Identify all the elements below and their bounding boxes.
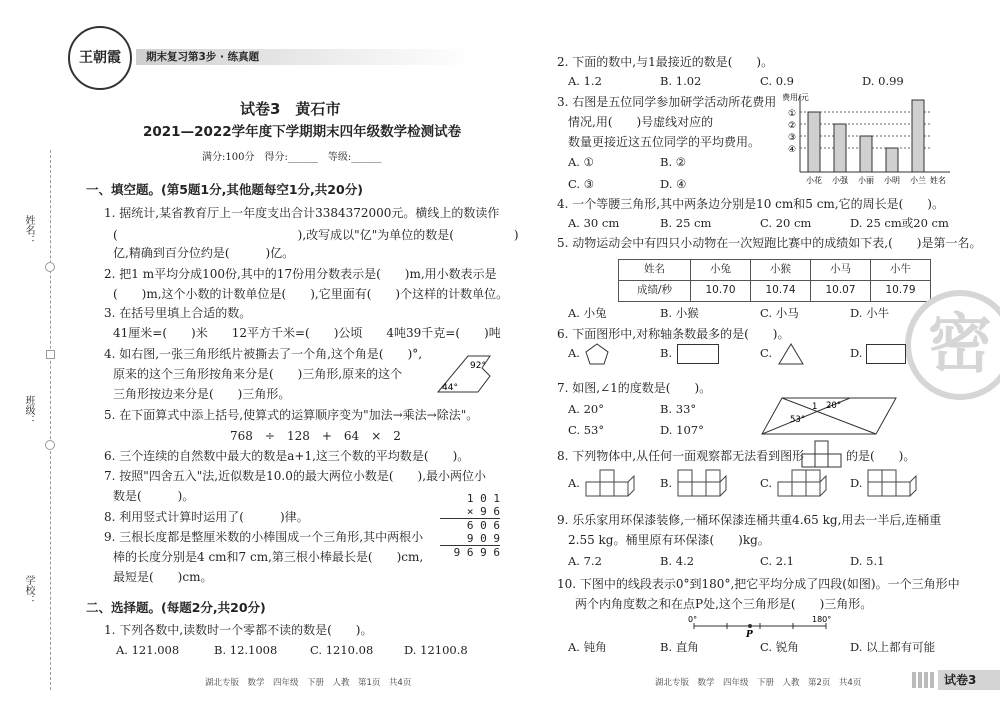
line-label: P xyxy=(746,630,753,638)
c7-option[interactable]: D. 107° xyxy=(660,423,704,437)
q4: 4. 如右图,一张三角形纸片被撕去了一个角,这个角是( )°, xyxy=(104,347,423,361)
c10: 两个内角度数之和在点P处,这个三角形是( )三角形。 xyxy=(575,597,873,611)
line-label: 180° xyxy=(812,615,832,624)
bar xyxy=(808,112,820,172)
c4-option[interactable]: A. 30 cm xyxy=(568,216,620,230)
calc-row: 6 0 6 xyxy=(466,519,500,532)
tick-label: 小花 xyxy=(806,176,822,185)
binding-box xyxy=(46,350,55,359)
c10-option[interactable]: A. 钝角 xyxy=(568,640,607,654)
binding-circle xyxy=(45,440,55,450)
cube-stack-icon xyxy=(866,468,926,502)
table-cell: 10.70 xyxy=(691,281,751,302)
q1: 1. 据统计,某省教育厅上一年度支出合计3384372000元。横线上的数读作 xyxy=(104,206,500,220)
brand-logo-text: 王朝霞 xyxy=(79,49,121,66)
c8-option[interactable]: A. xyxy=(568,476,580,490)
cube-stack-icon xyxy=(584,468,636,502)
c3: 3. 右图是五位同学参加研学活动所花费用 xyxy=(557,95,777,109)
c4-option[interactable]: C. 20 cm xyxy=(760,216,812,230)
tick-label: 小丽 xyxy=(858,176,874,185)
q9: 最短是( )cm。 xyxy=(113,570,213,584)
c7-option[interactable]: A. 20° xyxy=(568,402,604,416)
c5-option[interactable]: B. 小猴 xyxy=(660,306,699,320)
guide-label: ① xyxy=(788,109,797,119)
score-line: 满分:100分 得分:______ 等级:______ xyxy=(202,152,382,163)
q3: 41厘米=( )米 12平方千米=( )公顷 4吨39千克=( )吨 xyxy=(113,326,501,340)
bar xyxy=(860,136,872,172)
binding-circle xyxy=(45,262,55,272)
table-cell: 姓名 xyxy=(619,260,691,281)
c3-option[interactable]: D. ④ xyxy=(660,177,687,191)
table-cell: 小马 xyxy=(811,260,871,281)
q9: 9. 三根长度都是整厘米数的小棒围成一个三角形,其中两根小 xyxy=(104,530,424,544)
c6-option[interactable]: B. xyxy=(660,346,673,360)
angle-label: 1 xyxy=(812,402,818,412)
seal-watermark: 密 xyxy=(905,290,1000,400)
y-axis-label: 费用/元 xyxy=(782,93,809,102)
angle-label: 53° xyxy=(790,415,806,425)
torn-triangle-figure xyxy=(430,350,510,395)
table-cell: 成绩/秒 xyxy=(619,281,691,302)
binding-class: 班级： xyxy=(23,395,34,425)
c10-option[interactable]: B. 直角 xyxy=(660,640,699,654)
c2-option[interactable]: B. 1.02 xyxy=(660,74,702,88)
calc-row: 1 0 1 xyxy=(466,492,500,505)
q6: 6. 三个连续的自然数中最大的数是a+1,这三个数的平均数是( )。 xyxy=(104,449,470,463)
table-cell: 小猴 xyxy=(751,260,811,281)
guide-label: ④ xyxy=(788,145,797,155)
view-shape-icon xyxy=(800,440,844,468)
c5-option[interactable]: A. 小兔 xyxy=(568,306,607,320)
q4: 三角形按边来分是( )三角形。 xyxy=(113,387,291,401)
c2-option[interactable]: D. 0.99 xyxy=(862,74,904,88)
c7-option[interactable]: B. 33° xyxy=(660,402,697,416)
c8-option[interactable]: C. xyxy=(760,476,773,490)
c9: 2.55 kg。桶里原有环保漆( )kg。 xyxy=(568,533,770,547)
tick-label: 小强 xyxy=(832,176,848,185)
cube-stack-icon xyxy=(676,468,736,502)
table-cell: 小兔 xyxy=(691,260,751,281)
race-table xyxy=(618,259,931,302)
binding-line xyxy=(50,150,51,690)
cube-stack-icon xyxy=(776,468,836,502)
line-label: 0° xyxy=(688,615,698,624)
binding-name: 姓名： xyxy=(23,215,34,245)
c8: 的是( )。 xyxy=(846,449,916,463)
c10: 10. 下图中的线段表示0°到180°,把它平均分成了四段(如图)。一个三角形中 xyxy=(557,577,960,591)
c3-option[interactable]: A. ① xyxy=(568,155,594,169)
tick-label: 小明 xyxy=(884,176,900,185)
header-banner: 期末复习第3步 · 练真题 xyxy=(136,49,476,65)
bar xyxy=(912,100,924,172)
c8-option[interactable]: D. xyxy=(850,476,863,490)
angle-label: 20° xyxy=(826,401,842,411)
calc-row: 9 6 9 6 xyxy=(453,546,500,559)
q5-expression: 768 ÷ 128 + 64 × 2 xyxy=(230,429,401,443)
c9-option[interactable]: C. 2.1 xyxy=(760,554,794,568)
q8: 8. 利用竖式计算时运用了( )律。 xyxy=(104,510,309,524)
page-subtitle: 2021—2022学年度下学期期末四年级数学检测试卷 xyxy=(143,124,462,140)
cost-bar-chart xyxy=(780,92,955,190)
table-cell: 10.74 xyxy=(751,281,811,302)
x-axis-label: 姓名 xyxy=(930,176,946,185)
brand-logo xyxy=(68,26,132,90)
c9: 9. 乐乐家用环保漆装修,一桶环保漆连桶共重4.65 kg,用去一半后,连桶重 xyxy=(557,513,942,527)
c10-option[interactable]: D. 以上都有可能 xyxy=(850,640,936,654)
q7: 数是( )。 xyxy=(113,489,195,503)
c3-option[interactable]: C. ③ xyxy=(568,177,595,191)
exam-tab: 试卷3 xyxy=(938,670,1000,690)
vertical-calc xyxy=(440,492,500,559)
c3: 情况,用( )号虚线对应的 xyxy=(568,115,714,129)
bar xyxy=(834,124,846,172)
q1: 亿,精确到百分位约是( )亿。 xyxy=(113,246,295,260)
triangle-icon xyxy=(777,342,805,366)
footer-left: 湖北专版 数学 四年级 下册 人教 第1页 共4页 xyxy=(205,678,412,688)
calc-row: 9 0 9 xyxy=(440,532,500,546)
c4-option[interactable]: B. 25 cm xyxy=(660,216,712,230)
c1-option[interactable]: A. 121.008 xyxy=(116,643,180,657)
bar xyxy=(886,148,898,172)
pentagon-icon xyxy=(584,342,610,366)
footer-dots xyxy=(912,672,936,688)
q2: 2. 把1 m平均分成100份,其中的17份用分数表示是( )m,用小数表示是 xyxy=(104,267,497,281)
c9-option[interactable]: D. 5.1 xyxy=(850,554,885,568)
rectangle-icon xyxy=(677,344,719,364)
c8: 8. 下列物体中,从任何一面观察都无法看到图形 xyxy=(557,449,805,463)
q3: 3. 在括号里填上合适的数。 xyxy=(104,306,252,320)
binding-school: 学校： xyxy=(23,575,34,605)
page-title: 试卷3 黄石市 xyxy=(240,100,341,118)
table-cell: 10.79 xyxy=(871,281,931,302)
q5: 5. 在下面算式中添上括号,使算式的运算顺序变为"加法→乘法→除法"。 xyxy=(104,408,479,422)
parallelogram-figure xyxy=(760,394,900,438)
angle-label: 44° xyxy=(442,383,458,393)
guide-label: ② xyxy=(788,121,797,131)
table-cell: 10.07 xyxy=(811,281,871,302)
c6-option[interactable]: A. xyxy=(568,346,580,360)
c6-option[interactable]: D. xyxy=(850,346,863,360)
tick-label: 小兰 xyxy=(910,176,926,185)
c5: 5. 动物运动会中有四只小动物在一次短跑比赛中的成绩如下表,( )是第一名。 xyxy=(557,236,982,250)
c7-option[interactable]: C. 53° xyxy=(568,423,605,437)
c10-option[interactable]: C. 锐角 xyxy=(760,640,799,654)
c1-option[interactable]: C. 1210.08 xyxy=(310,643,374,657)
c4-option[interactable]: D. 25 cm或20 cm xyxy=(850,216,949,230)
table-cell: 小牛 xyxy=(871,260,931,281)
footer-right: 湖北专版 数学 四年级 下册 人教 第2页 共4页 xyxy=(655,678,862,688)
c2: 2. 下面的数中,与1最接近的数是( )。 xyxy=(557,55,774,69)
section-fill: 一、填空题。(第5题1分,其他题每空1分,共20分) xyxy=(86,182,363,197)
c6: 6. 下面图形中,对称轴条数最多的是( )。 xyxy=(557,327,790,341)
c4: 4. 一个等腰三角形,其中两条边分别是10 cm和5 cm,它的周长是( )。 xyxy=(557,197,944,211)
c5-option[interactable]: D. 小牛 xyxy=(850,306,890,320)
c6-option[interactable]: C. xyxy=(760,346,773,360)
c3: 数量更接近这五位同学的平均费用。 xyxy=(568,135,761,149)
c2-option[interactable]: A. 1.2 xyxy=(568,74,602,88)
q1: ( ),改写成以"亿"为单位的数是( ) xyxy=(113,228,519,242)
c8-option[interactable]: B. xyxy=(660,476,673,490)
c1-option[interactable]: B. 12.1008 xyxy=(214,643,278,657)
calc-row: × 9 6 xyxy=(440,505,500,519)
guide-label: ③ xyxy=(788,133,797,143)
c3-option[interactable]: B. ② xyxy=(660,155,687,169)
rectangle-icon xyxy=(866,344,906,364)
c2-option[interactable]: C. 0.9 xyxy=(760,74,794,88)
c1: 1. 下列各数中,读数时一个零都不读的数是( )。 xyxy=(104,623,373,637)
c5-option[interactable]: C. 小马 xyxy=(760,306,799,320)
degree-line-figure xyxy=(680,614,840,638)
q2: ( )m,这个小数的计数单位是( ),它里面有( )个这样的计数单位。 xyxy=(113,287,509,301)
c9-option[interactable]: A. 7.2 xyxy=(568,554,602,568)
c9-option[interactable]: B. 4.2 xyxy=(660,554,695,568)
section-choice: 二、选择题。(每题2分,共20分) xyxy=(86,600,266,615)
q9: 棒的长度分别是4 cm和7 cm,第三根小棒最长是( )cm, xyxy=(113,550,424,564)
c7: 7. 如图,∠1的度数是( )。 xyxy=(557,381,712,395)
q7: 7. 按照"四舍五入"法,近似数是10.0的最大两位小数是( ),最小两位小 xyxy=(104,469,487,483)
angle-label: 92° xyxy=(470,361,486,371)
c1-option[interactable]: D. 12100.8 xyxy=(404,643,468,657)
q4: 原来的这个三角形按角来分是( )三角形,原来的这个 xyxy=(113,367,403,381)
